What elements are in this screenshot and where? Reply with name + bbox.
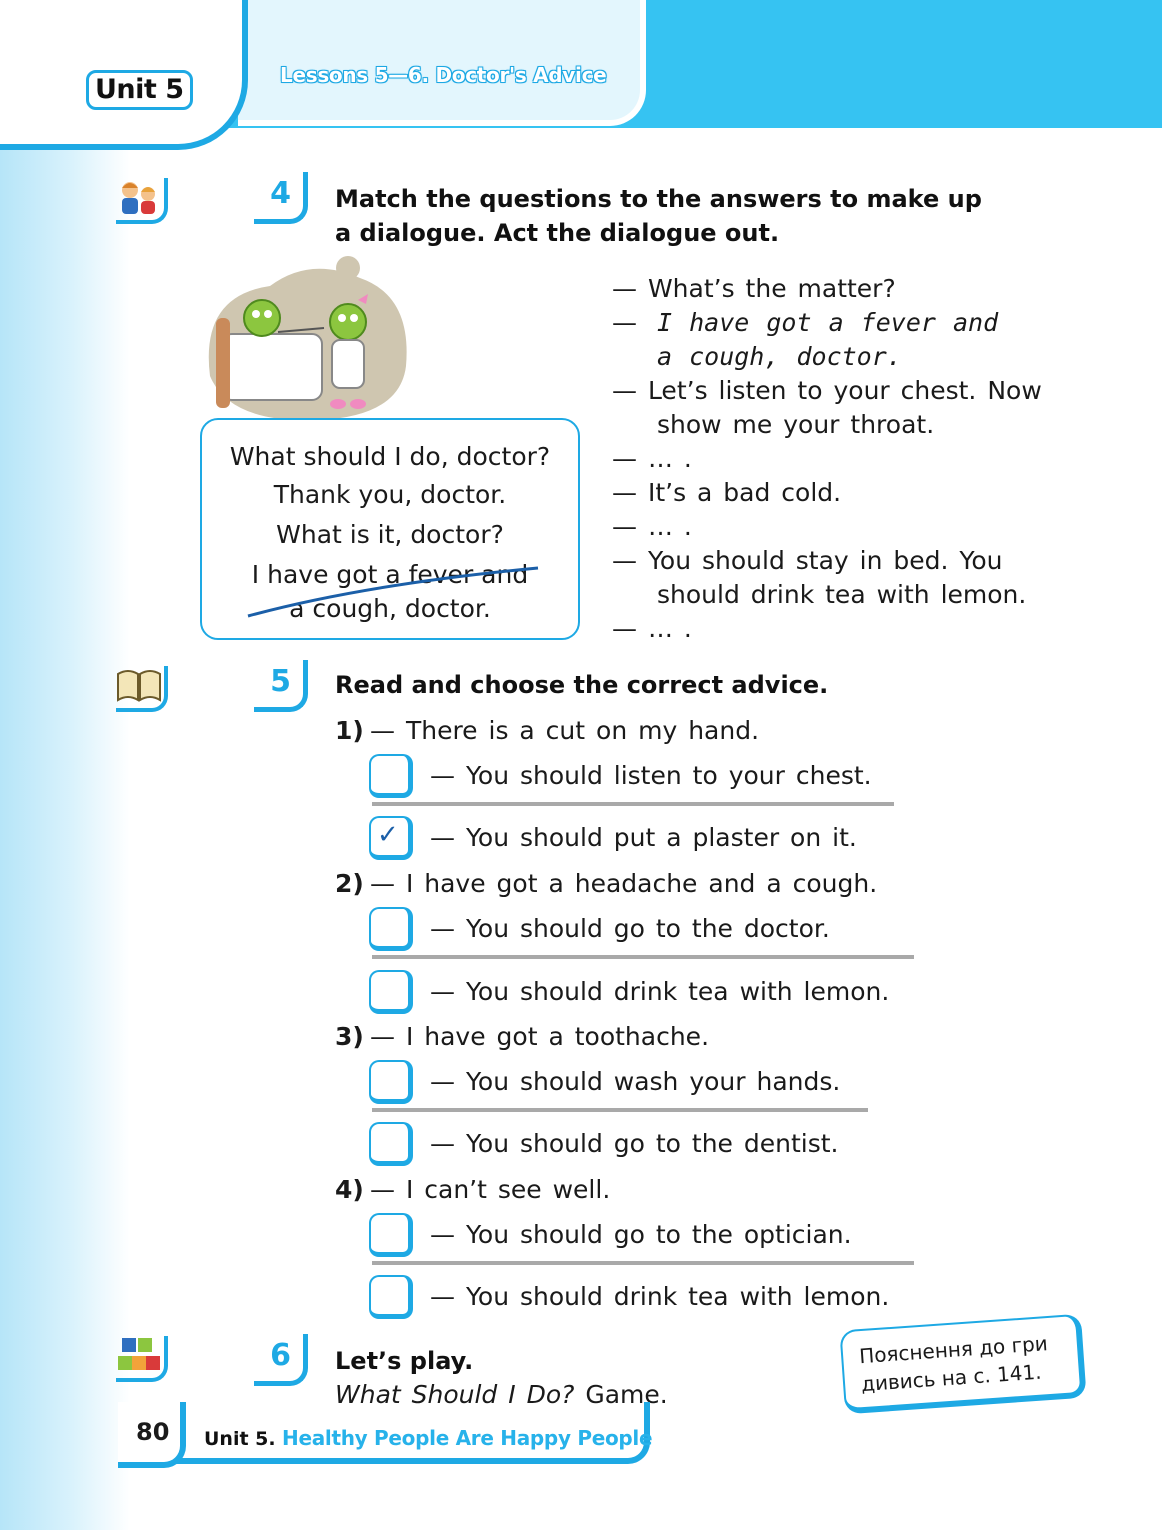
question-2: — I have got a headache and a cough.: [370, 869, 878, 898]
answer-1b: — You should put a plaster on it.: [430, 823, 857, 852]
task-number-6: 6: [254, 1334, 308, 1386]
dialogue-gap-1: — … .: [612, 444, 692, 473]
option-thank-you: Thank you, doctor.: [273, 480, 507, 509]
question-number-1: 1): [335, 716, 364, 745]
answer-3a: — You should wash your hands.: [430, 1067, 841, 1096]
strike-through-mark: [246, 566, 546, 622]
dialogue-line-3: — Let’s listen to your chest. Now: [612, 376, 1042, 405]
answer-divider: [372, 802, 894, 806]
task5-title: Read and choose the correct advice.: [335, 671, 829, 699]
game-note-line2: дивись на с. 141.: [860, 1359, 1043, 1397]
option-what-is-it: What is it, doctor?: [276, 520, 504, 549]
doctor-illustration: [200, 256, 412, 424]
dialogue-gap-2: — … .: [612, 512, 692, 541]
left-sidebar-strip: [0, 0, 130, 1530]
dialogue-line-5: — It’s a bad cold.: [612, 478, 842, 507]
answer-checkbox-2a[interactable]: [369, 907, 413, 951]
option-fever-line2: a cough, doctor.: [289, 594, 491, 623]
answer-checkbox-1a[interactable]: [369, 754, 413, 798]
check-mark-icon: ✓: [377, 820, 399, 850]
task-number-5: 5: [254, 660, 308, 712]
task4-title-line1: Match the questions to the answers to make up: [335, 185, 982, 213]
option-what-should-i-do: What should I do, doctor?: [229, 442, 551, 471]
game-note-line1: Пояснення до гри: [858, 1331, 1049, 1369]
answer-1a: — You should listen to your chest.: [430, 761, 872, 790]
game-note-box: [839, 1314, 1086, 1415]
dialogue-dash-2: —: [612, 308, 637, 337]
dialogue-line-7: — You should stay in bed. You: [612, 546, 1003, 575]
answer-checkbox-1b[interactable]: [369, 816, 413, 860]
answer-2a: — You should go to the doctor.: [430, 914, 830, 943]
dialogue-handwritten-line-1: I have got a fever and: [657, 308, 999, 337]
answer-checkbox-4a[interactable]: [369, 1213, 413, 1257]
footer-unit-title: Healthy People Are Happy People: [282, 1426, 653, 1450]
unit-badge: Unit 5: [86, 70, 193, 110]
answer-4a: — You should go to the optician.: [430, 1220, 852, 1249]
answer-3b: — You should go to the dentist.: [430, 1129, 839, 1158]
answer-divider: [372, 1108, 868, 1112]
answer-checkbox-3a[interactable]: [369, 1060, 413, 1104]
game-word: Game.: [585, 1380, 668, 1409]
answer-4b: — You should drink tea with lemon.: [430, 1282, 890, 1311]
task4-title-line2: a dialogue. Act the dialogue out.: [335, 219, 780, 247]
answer-options-box: [200, 418, 580, 640]
answer-checkbox-2b[interactable]: [369, 970, 413, 1014]
question-number-3: 3): [335, 1022, 364, 1051]
page-number: 80: [136, 1418, 170, 1446]
question-3: — I have got a toothache.: [370, 1022, 710, 1051]
dialogue-line-3b: show me your throat.: [657, 410, 935, 439]
lesson-title: Lessons 5—6. Doctor's Advice: [280, 63, 607, 87]
footer-unit-label: Unit 5.: [204, 1428, 276, 1450]
answer-checkbox-4b[interactable]: [369, 1275, 413, 1319]
question-number-2: 2): [335, 869, 364, 898]
answer-2b: — You should drink tea with lemon.: [430, 977, 890, 1006]
task-number-4: 4: [254, 172, 308, 224]
dialogue-line-1: — What’s the matter?: [612, 274, 896, 303]
pair-work-icon: [116, 178, 168, 224]
dialogue-handwritten-line-2: a cough, doctor.: [657, 342, 902, 371]
blocks-game-icon: [116, 1336, 168, 1382]
task6-title: Let’s play.: [335, 1347, 474, 1375]
question-1: — There is a cut on my hand.: [370, 716, 760, 745]
game-name: What Should I Do?: [335, 1380, 575, 1409]
question-4: — I can’t see well.: [370, 1175, 611, 1204]
option-fever-line1: I have got a fever and: [251, 560, 529, 589]
answer-divider: [372, 955, 914, 959]
answer-checkbox-3b[interactable]: [369, 1122, 413, 1166]
answer-divider: [372, 1261, 914, 1265]
book-icon: [116, 666, 168, 712]
dialogue-line-7b: should drink tea with lemon.: [657, 580, 1027, 609]
dialogue-gap-3: — … .: [612, 614, 692, 643]
question-number-4: 4): [335, 1175, 364, 1204]
